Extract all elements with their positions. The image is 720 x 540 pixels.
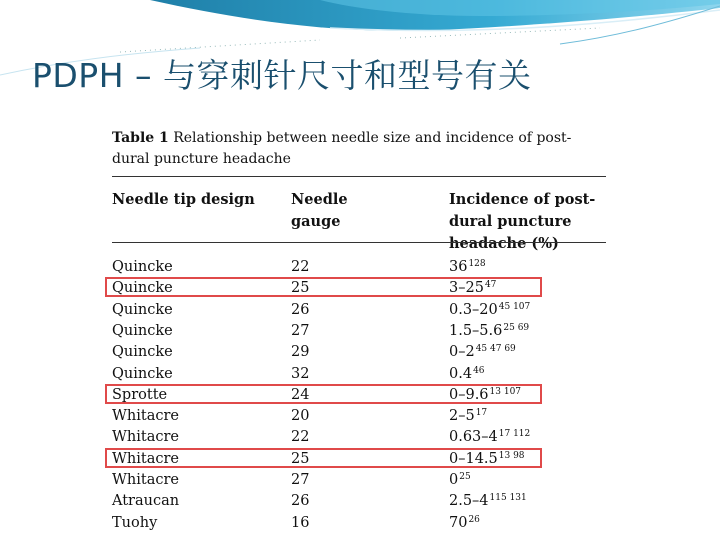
table-header-rule	[112, 242, 606, 243]
cell-incidence: $0-14.5^{13 98}$	[449, 450, 525, 467]
cell-needle-gauge: 25	[291, 450, 310, 467]
reference-superscript: 128	[468, 259, 486, 269]
table-row	[112, 321, 608, 342]
table-row	[112, 364, 608, 385]
table-row	[112, 427, 608, 448]
highlight-box	[105, 277, 542, 297]
cell-needle-gauge: 24	[291, 386, 310, 403]
cell-needle-gauge: 26	[291, 493, 310, 510]
table-row	[112, 300, 608, 321]
reference-superscript: 46	[473, 365, 485, 376]
cell-needle-design: Quincke	[112, 322, 173, 339]
cell-needle-gauge: 20	[291, 408, 310, 425]
header-needle-tip-design: Needle tip design	[112, 191, 255, 208]
table-figure	[112, 128, 608, 531]
cell-needle-gauge: 26	[291, 301, 310, 318]
cell-needle-design: Quincke	[112, 344, 173, 361]
reference-superscript: 13 107	[489, 386, 522, 397]
cell-needle-design: Quincke	[112, 301, 173, 318]
cell-incidence: $0.63-4^{17 112}$	[449, 429, 531, 446]
cell-needle-design: Whitacre	[112, 450, 179, 467]
cell-incidence: $1.5-5.6^{25 69}$	[449, 322, 530, 339]
cell-needle-design: Whitacre	[112, 472, 179, 488]
cell-incidence: $0.4^{46}$	[449, 365, 485, 382]
table-row	[112, 470, 608, 491]
cell-incidence: $0-9.6^{13 107}$	[449, 386, 522, 403]
cell-needle-design: Quincke	[112, 259, 173, 275]
cell-needle-gauge: 16	[291, 514, 310, 531]
highlight-box	[105, 384, 542, 404]
reference-superscript: 26	[468, 514, 480, 525]
highlight-box	[105, 448, 542, 468]
cell-needle-design: Tuohy	[112, 514, 158, 531]
cell-needle-design: Whitacre	[112, 408, 179, 425]
reference-superscript: 47	[484, 280, 497, 291]
reference-superscript: 45 47 69	[475, 344, 516, 355]
reference-superscript: 17 112	[498, 429, 531, 440]
reference-superscript: 13 98	[498, 450, 525, 461]
cell-needle-gauge: 22	[291, 259, 310, 275]
reference-superscript: 115 131	[489, 493, 527, 504]
cell-needle-design: Whitacre	[112, 429, 179, 446]
cell-incidence: $0^{25}$	[449, 472, 471, 488]
cell-incidence: $0.3-20^{45 107}$	[449, 301, 531, 318]
reference-superscript: 25 69	[503, 322, 530, 333]
table-label: Table 1	[112, 130, 169, 146]
table-row	[112, 513, 608, 534]
cell-incidence: $2.5-4^{115 131}$	[449, 493, 527, 510]
cell-needle-design: Quincke	[112, 280, 173, 297]
cell-needle-gauge: 32	[291, 365, 310, 382]
header-needle-gauge: Needle gauge	[291, 191, 348, 230]
reference-superscript: 45 107	[498, 301, 531, 312]
cell-needle-design: Quincke	[112, 365, 173, 382]
table-caption-text: Relationship between needle size and incidence of post-dural puncture headache	[112, 130, 572, 167]
slide-title: PDPH – 与穿刺针尺寸和型号有关	[32, 56, 532, 95]
table-row	[112, 342, 608, 363]
table-row	[112, 491, 608, 512]
table-caption	[112, 128, 608, 170]
table-row	[112, 257, 608, 278]
cell-needle-gauge: 27	[291, 472, 310, 488]
cell-needle-design: Sprotte	[112, 386, 168, 403]
table-row	[112, 406, 608, 427]
cell-incidence: $3-25^{47}$	[449, 280, 497, 297]
cell-incidence: $36^{128}$	[449, 259, 486, 275]
reference-superscript: 17	[475, 408, 488, 419]
cell-incidence: $0-2^{45 47 69}$	[449, 344, 516, 361]
cell-needle-design: Atraucan	[112, 493, 180, 510]
cell-needle-gauge: 29	[291, 344, 310, 361]
cell-needle-gauge: 25	[291, 280, 310, 297]
cell-needle-gauge: 22	[291, 429, 310, 446]
table-top-rule	[112, 176, 606, 177]
reference-superscript: 25	[459, 472, 471, 482]
cell-needle-gauge: 27	[291, 322, 310, 339]
cell-incidence: $2-5^{17}$	[449, 408, 488, 425]
cell-incidence: $70^{26}$	[449, 514, 480, 531]
header-incidence: Incidence of post-dural puncture headache (%)	[449, 191, 596, 252]
